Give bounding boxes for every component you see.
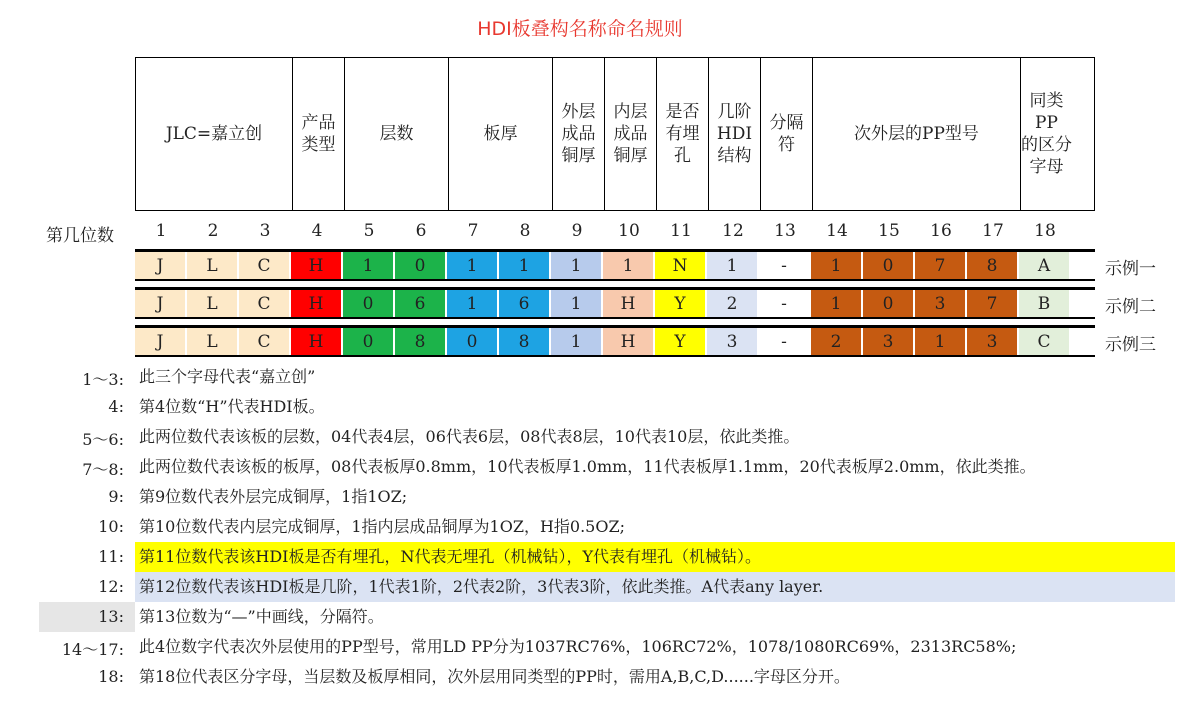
example-row <box>135 287 1095 319</box>
example-cell: H <box>291 252 343 279</box>
position-number: 16 <box>930 221 952 241</box>
note-text: 此两位数代表该板的板厚，08代表板厚0.8mm，10代表板厚1.0mm，11代表板厚1.1mm，20代表板厚2.0mm，依此类推。 <box>139 457 1036 476</box>
note-key: 1～3: <box>82 370 124 389</box>
example-label: 示例三 <box>1105 335 1156 355</box>
header-cell: 同类PP 的区分 字母 <box>1020 58 1072 210</box>
example-cell: J <box>135 290 187 317</box>
example-cell: C <box>1019 328 1071 355</box>
example-row <box>135 325 1095 357</box>
example-cell: 1 <box>811 290 863 317</box>
example-cell: 1 <box>811 252 863 279</box>
note-key: 13: <box>98 607 124 626</box>
note-text: 第12位数代表该HDI板是几阶，1代表1阶，2代表2阶，3代表3阶，依此类推。A代表any layer. <box>135 572 1175 602</box>
example-cell: 1 <box>499 252 551 279</box>
note-row <box>0 482 1200 512</box>
example-cell: 3 <box>967 328 1019 355</box>
note-row <box>0 662 1200 692</box>
header-cell: 是否 有埋 孔 <box>656 58 708 210</box>
header-cell: 分隔 符 <box>760 58 812 210</box>
note-text: 此三个字母代表“嘉立创” <box>139 367 316 386</box>
position-number: 14 <box>826 221 848 241</box>
example-cell: 8 <box>395 328 447 355</box>
example-cell: - <box>759 290 811 317</box>
example-label: 示例二 <box>1105 297 1156 317</box>
position-number: 1 <box>155 221 167 241</box>
position-number: 8 <box>519 221 531 241</box>
example-cell: 1 <box>447 252 499 279</box>
notes-list <box>0 362 1200 692</box>
note-text: 第11位数代表该HDI板是否有埋孔，N代表无埋孔（机械钻），Y代表有埋孔（机械钻）。 <box>135 542 1175 572</box>
position-number: 7 <box>467 221 479 241</box>
note-row <box>0 632 1200 662</box>
header-cell: 外层 成品 铜厚 <box>552 58 604 210</box>
note-row <box>0 512 1200 542</box>
example-cell: L <box>187 252 239 279</box>
note-key: 11: <box>98 547 124 566</box>
note-text: 第9位数代表外层完成铜厚，1指1OZ; <box>139 487 408 506</box>
note-row <box>0 572 1200 602</box>
example-cell: - <box>759 252 811 279</box>
example-cell: 8 <box>967 252 1019 279</box>
note-row <box>0 602 1200 632</box>
example-cell: 3 <box>915 290 967 317</box>
note-text: 第13位数为“—”中画线，分隔符。 <box>139 607 384 626</box>
header-cell: 产品 类型 <box>292 58 344 210</box>
example-cell: 7 <box>915 252 967 279</box>
note-text: 第18位代表区分字母，当层数及板厚相同，次外层用同类型的PP时，需用A,B,C,D......字母区分开。 <box>139 667 850 686</box>
example-cell: C <box>239 290 291 317</box>
note-text: 此4位数字代表次外层使用的PP型号，常用LD PP分为1037RC76%，106RC72%，1078/1080RC69%，2313RC58%; <box>139 637 1017 656</box>
example-cell: 6 <box>395 290 447 317</box>
note-key: 4: <box>108 397 124 416</box>
example-cell: 0 <box>343 290 395 317</box>
example-cell: 2 <box>707 290 759 317</box>
example-cell: 1 <box>603 252 655 279</box>
example-cell: Y <box>655 290 707 317</box>
example-cell: H <box>603 290 655 317</box>
example-cell: H <box>291 328 343 355</box>
example-cell: 6 <box>499 290 551 317</box>
position-number: 18 <box>1034 221 1056 241</box>
example-cell: H <box>603 328 655 355</box>
note-key: 10: <box>98 517 124 536</box>
example-cell: 0 <box>343 328 395 355</box>
example-cell: N <box>655 252 707 279</box>
example-cell: Y <box>655 328 707 355</box>
position-label: 第几位数 <box>46 226 114 246</box>
example-cell: 2 <box>811 328 863 355</box>
example-cell: 0 <box>863 252 915 279</box>
position-number: 5 <box>363 221 375 241</box>
page-title: HDI板叠构名称命名规则 <box>477 18 683 40</box>
example-cell: J <box>135 328 187 355</box>
header-cell: 次外层的PP型号 <box>812 58 1020 210</box>
example-cell: L <box>187 328 239 355</box>
example-cell: 7 <box>967 290 1019 317</box>
example-cell: 1 <box>343 252 395 279</box>
header-cell: 内层 成品 铜厚 <box>604 58 656 210</box>
position-number: 11 <box>670 221 692 241</box>
example-cell: 3 <box>863 328 915 355</box>
example-row <box>135 249 1095 281</box>
position-number: 15 <box>878 221 900 241</box>
note-row <box>0 452 1200 482</box>
position-number: 4 <box>311 221 323 241</box>
header-cell: JLC=嘉立创 <box>165 124 263 144</box>
position-number: 12 <box>722 221 744 241</box>
note-key: 7～8: <box>82 460 124 479</box>
note-row <box>0 392 1200 422</box>
example-cell: A <box>1019 252 1071 279</box>
example-cell: 0 <box>863 290 915 317</box>
header-cell: 几阶 HDI 结构 <box>708 58 760 210</box>
example-cell: H <box>291 290 343 317</box>
position-number: 2 <box>207 221 219 241</box>
note-text: 第4位数“H”代表HDI板。 <box>139 397 325 416</box>
example-cell: L <box>187 290 239 317</box>
note-row <box>0 422 1200 452</box>
position-number: 3 <box>259 221 271 241</box>
example-cell: 0 <box>395 252 447 279</box>
position-number: 10 <box>618 221 640 241</box>
position-number: 9 <box>571 221 583 241</box>
example-cell: B <box>1019 290 1071 317</box>
note-row <box>0 362 1200 392</box>
note-key: 18: <box>98 667 124 686</box>
note-key: 5～6: <box>82 430 124 449</box>
example-cell: 1 <box>447 290 499 317</box>
example-cell: 1 <box>551 328 603 355</box>
example-cell: 8 <box>499 328 551 355</box>
example-cell: 1 <box>915 328 967 355</box>
example-cell: C <box>239 252 291 279</box>
position-number: 13 <box>774 221 796 241</box>
note-key: 14～17: <box>61 640 124 659</box>
example-cell: 1 <box>551 252 603 279</box>
note-key: 9: <box>108 487 124 506</box>
example-cell: 3 <box>707 328 759 355</box>
example-cell: 1 <box>707 252 759 279</box>
example-label: 示例一 <box>1105 259 1156 279</box>
position-number: 17 <box>982 221 1004 241</box>
header-table <box>135 57 1095 211</box>
note-text: 此两位数代表该板的层数，04代表4层，06代表6层，08代表8层，10代表10层，依此类推。 <box>139 427 800 446</box>
note-key: 12: <box>98 577 124 596</box>
example-cell: J <box>135 252 187 279</box>
position-number-row <box>0 221 1200 245</box>
example-cell: 1 <box>551 290 603 317</box>
example-cell: 0 <box>447 328 499 355</box>
header-cell: 板厚 <box>448 58 552 210</box>
position-number: 6 <box>415 221 427 241</box>
example-cell: - <box>759 328 811 355</box>
header-cell: 层数 <box>344 58 448 210</box>
note-row <box>0 542 1200 572</box>
example-cell: C <box>239 328 291 355</box>
note-text: 第10位数代表内层完成铜厚，1指内层成品铜厚为1OZ，H指0.5OZ; <box>139 517 625 536</box>
